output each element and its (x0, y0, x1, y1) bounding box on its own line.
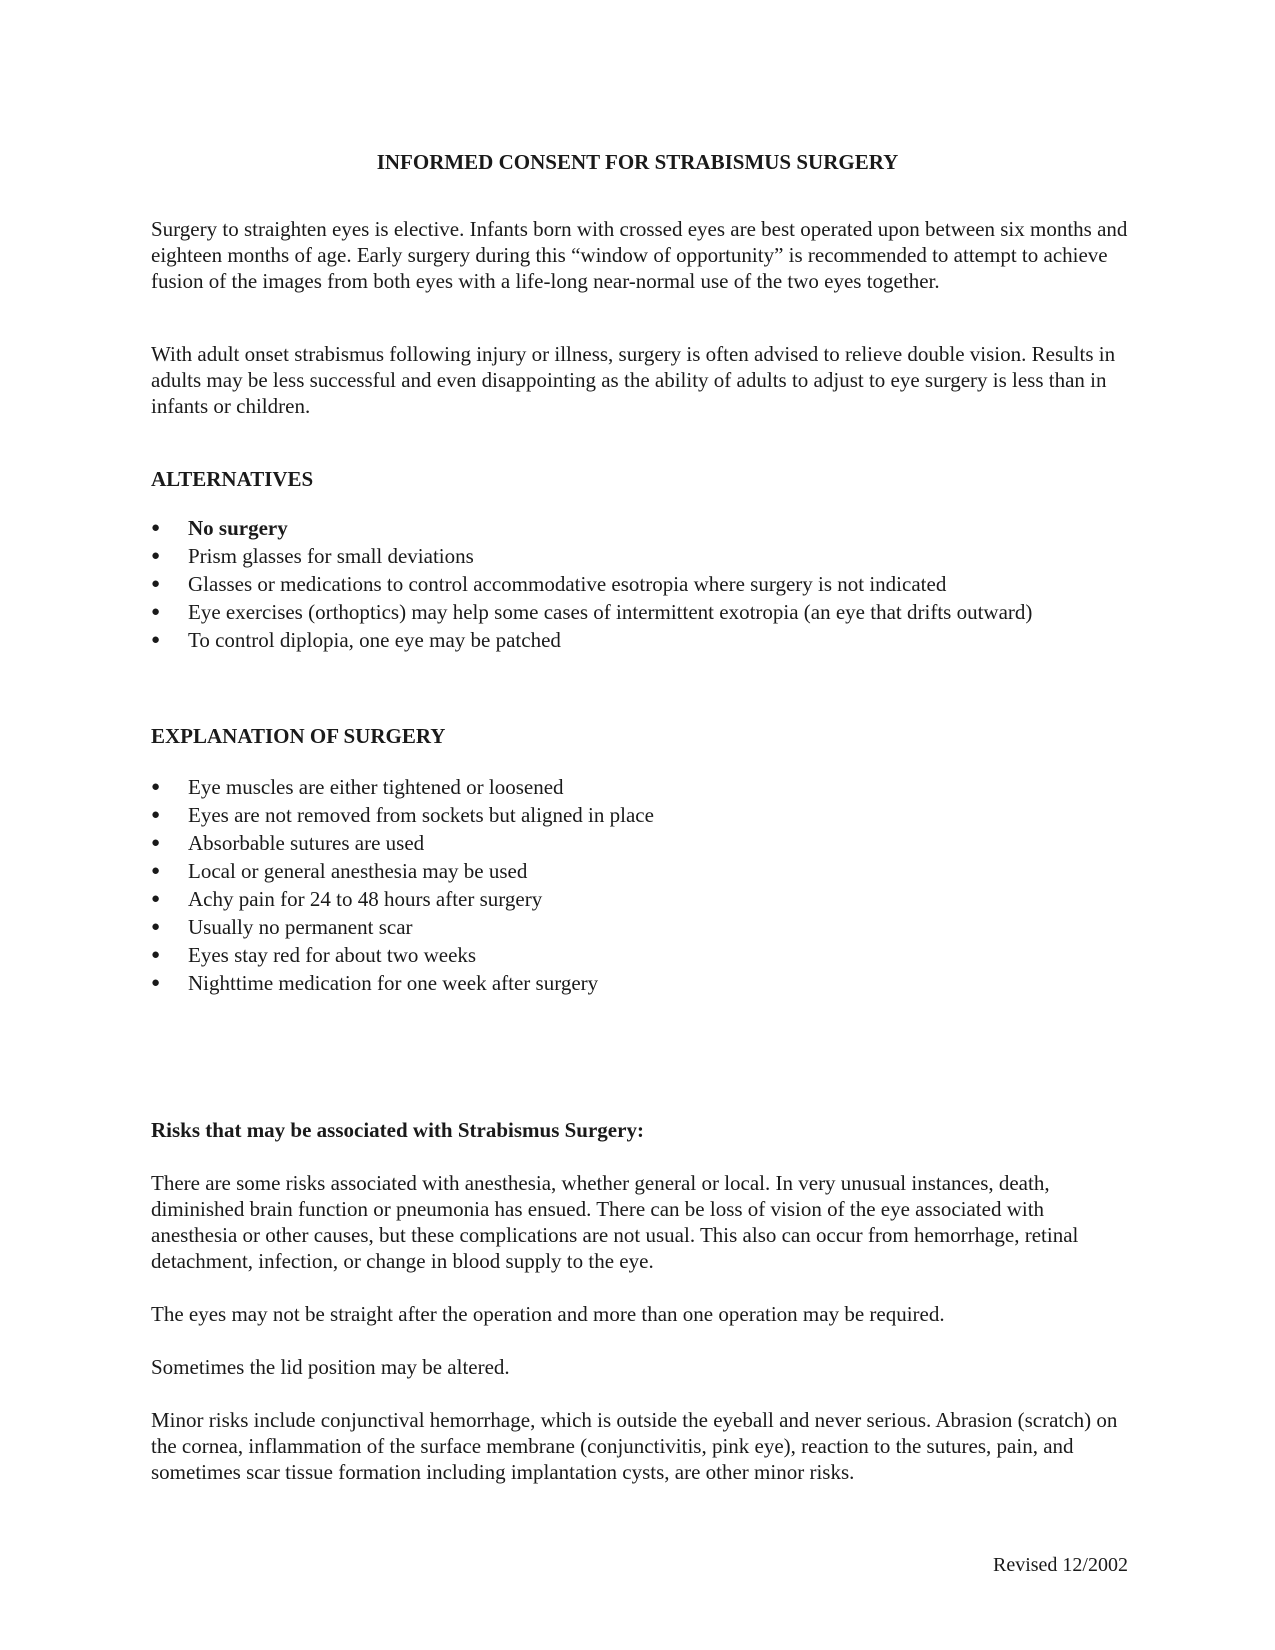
bullet-icon: ● (151, 604, 161, 620)
intro-paragraph-1: Surgery to straighten eyes is elective. Infants born with crossed eyes are best operated upon between six months and eighteen months of age. Early surgery during this “window of opportunity” is recommended to attempt to achieve fusion of the images from both eyes with a life-long near-normal use of the two eyes together. (151, 217, 1128, 293)
risks-paragraph-2: The eyes may not be straight after the operation and more than one operation may be required. (151, 1302, 945, 1326)
alternatives-list (151, 514, 1032, 654)
bullet-icon: ● (151, 891, 161, 907)
bullet-icon: ● (151, 947, 161, 963)
list-item: ● To control diplopia, one eye may be patched (151, 628, 561, 652)
list-item: ● Eyes stay red for about two weeks (151, 943, 477, 967)
bullet-icon: ● (151, 548, 161, 564)
list-item: ● Usually no permanent scar (151, 915, 413, 939)
list-item: ● Eyes are not removed from sockets but aligned in place (151, 803, 654, 827)
alternatives-heading: ALTERNATIVES (151, 467, 314, 491)
bullet-icon: ● (151, 576, 161, 592)
list-item: ● Eye exercises (orthoptics) may help some cases of intermittent exotropia (an eye that drifts outward) (151, 600, 1033, 624)
bullet-icon: ● (151, 520, 161, 536)
explanation-heading: EXPLANATION OF SURGERY (151, 724, 446, 748)
bullet-icon: ● (151, 975, 161, 991)
bullet-icon: ● (151, 835, 161, 851)
revision-date: Revised 12/2002 (993, 1554, 1128, 1576)
risks-paragraph-3: Sometimes the lid position may be altered. (151, 1355, 510, 1379)
list-item: ● Nighttime medication for one week after surgery (151, 971, 599, 995)
bullet-icon: ● (151, 919, 161, 935)
list-item: ● Achy pain for 24 to 48 hours after surgery (151, 887, 543, 911)
bullet-icon: ● (151, 807, 161, 823)
explanation-list (151, 773, 654, 997)
bullet-icon: ● (151, 632, 161, 648)
list-item: ● Glasses or medications to control accommodative esotropia where surgery is not indicated (151, 572, 947, 596)
risks-paragraph-1: There are some risks associated with anesthesia, whether general or local. In very unusual instances, death, diminished brain function or pneumonia has ensued. There can be loss of vision of the eye associated with anesthesia or other causes, but these complications are not usual. This also can occur from hemorrhage, retinal detachment, infection, or change in blood supply to the eye. (151, 1171, 1079, 1273)
bullet-icon: ● (151, 863, 161, 879)
list-item: ● Eye muscles are either tightened or loosened (151, 775, 564, 799)
list-item: ● Absorbable sutures are used (151, 831, 425, 855)
list-item: ● Local or general anesthesia may be used (151, 859, 528, 883)
bullet-icon: ● (151, 779, 161, 795)
intro-paragraph-2: With adult onset strabismus following injury or illness, surgery is often advised to relieve double vision. Results in adults may be less successful and even disappointing as the ability of adults to adjust to eye surgery is less than in infants or children. (151, 342, 1116, 418)
list-item: ● Prism glasses for small deviations (151, 544, 474, 568)
risks-paragraph-4: Minor risks include conjunctival hemorrhage, which is outside the eyeball and never serious. Abrasion (scratch) on the cornea, inflammation of the surface membrane (conjunctivitis, pink eye), reaction to the sutures, pain, and sometimes scar tissue formation including implantation cysts, are other minor risks. (151, 1408, 1118, 1484)
document-title (0, 149, 1275, 175)
list-item: ● No surgery (151, 516, 288, 540)
document-title-text: INFORMED CONSENT FOR STRABISMUS SURGERY (376, 150, 899, 174)
risks-heading: Risks that may be associated with Strabismus Surgery: (151, 1118, 644, 1142)
